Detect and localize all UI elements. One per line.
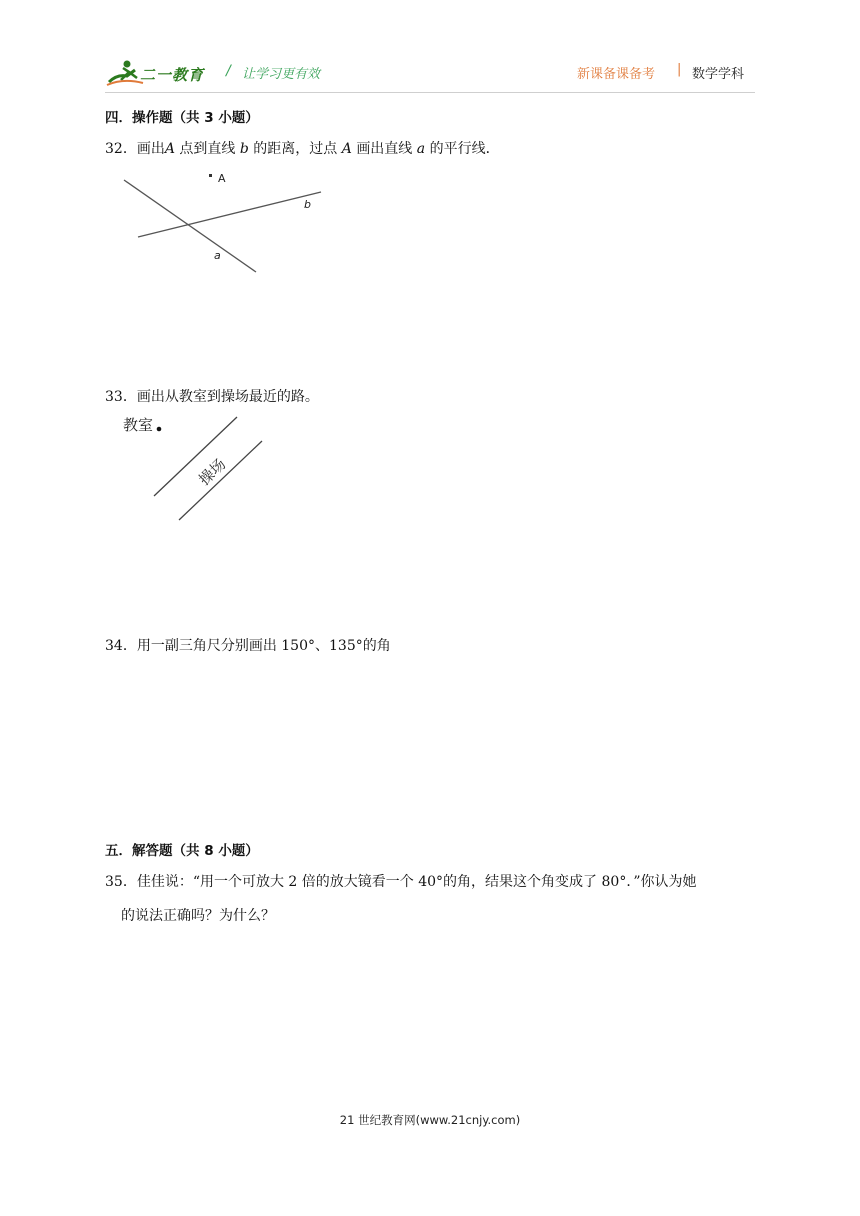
question-number: 34．: [105, 638, 137, 654]
header-separator: |: [677, 62, 682, 77]
question-number: 32．: [105, 141, 137, 157]
q32-text-4: 画出直线: [356, 141, 413, 157]
playground-edge-bottom: [179, 441, 262, 520]
q32-text-2: 点到直线: [179, 141, 236, 157]
logo-text: 二一教育: [140, 66, 205, 84]
line-b: [138, 192, 321, 237]
classroom-point: [157, 427, 162, 432]
section-5-title-end: 小题）: [218, 843, 259, 859]
q35-line-1: 佳佳说：“用一个可放大 2 倍的放大镜看一个 40°的角，结果这个角变成了 80°．”你认为她: [136, 874, 697, 890]
section-5-title: 五．解答题（共: [105, 843, 200, 859]
slogan: 让学习更有效: [242, 67, 321, 82]
q33-text: 画出从教室到操场最近的路。: [136, 389, 319, 405]
label-point-a: A: [218, 172, 226, 185]
line-a: [124, 180, 256, 272]
section-4-title: 四．操作题（共: [105, 110, 200, 126]
q32-line-a: a: [416, 141, 426, 157]
question-number: 33．: [105, 389, 137, 405]
label-playground: 操场: [195, 455, 230, 489]
section-4-title-end: 小题）: [218, 110, 259, 126]
header-subject: 数学学科: [692, 67, 745, 82]
header-right-label: 新课备课备考: [577, 67, 656, 82]
q34-text: 用一副三角尺分别画出 150°、135°的角: [136, 638, 391, 654]
question-33: [105, 388, 319, 406]
footer: 21 世纪教育网(www.21cnjy.com): [339, 1113, 521, 1127]
section-5-heading: [105, 839, 259, 859]
q32-text-5: 的平行线．: [429, 141, 500, 157]
question-35-line-2: 的说法正确吗？为什么？: [121, 908, 275, 924]
label-classroom: 教室: [123, 416, 154, 434]
q32-figure: [110, 165, 340, 280]
question-number: 35．: [105, 874, 137, 890]
header-rule: [105, 92, 755, 93]
section-5-count: 8: [204, 843, 214, 859]
playground-edge-top: [154, 417, 237, 496]
label-line-a: a: [214, 249, 221, 262]
section-4-heading: [105, 106, 259, 126]
slogan-divider: /: [226, 63, 231, 79]
point-a: [209, 174, 212, 177]
question-34: [105, 637, 391, 655]
q32-point-a: A: [164, 141, 175, 157]
q32-point-a-2: A: [341, 141, 352, 157]
label-line-b: b: [304, 198, 311, 211]
question-32: [105, 140, 500, 158]
question-35: [105, 873, 765, 891]
runner-logo-icon: [105, 56, 145, 88]
q32-text-3: 的距离，过点: [253, 141, 338, 157]
q33-figure: [118, 410, 278, 525]
q32-line-b: b: [239, 141, 249, 157]
section-4-count: 3: [204, 110, 214, 126]
q32-text-1: 画出: [136, 141, 165, 157]
